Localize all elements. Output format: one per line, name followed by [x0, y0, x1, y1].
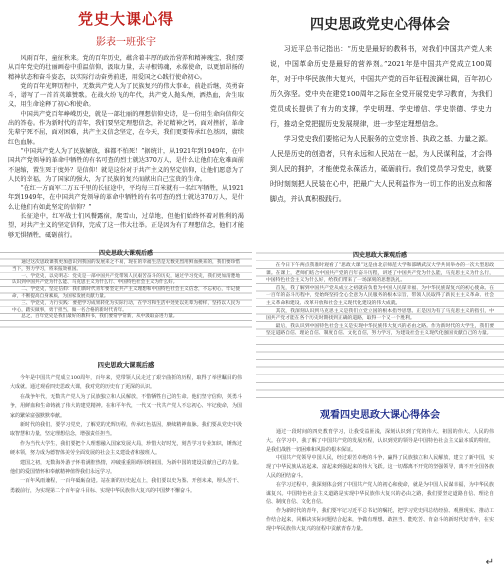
paragraph: “中国共产党人为了民族解放，谁都不怕死！”据统计，从1921年到1949年，在中国共产党领导的革命中牺牲的有名可查的烈士就达370万人，是什么让他们在危难面前不退缩，置生死于度外？是信仰！就是这份对于共产主义的坚定信仰，让他们愿意为了人民的幸福，为了国家的强大，为了民族的复兴而献出自己宝贵的生命。 [8, 147, 244, 183]
document-panel-watching-reflection [256, 404, 504, 574]
paragraph: 中国共产党领导中国人民，经过艰苦卓绝的斗争，赢得了民族独立和人民解放，建立了新中国，实现了中华民族从站起来、富起来到强起来的伟大飞跃。这一切都离不开党的坚强领导，离不开全国各族人民的团结奋斗。 [266, 455, 494, 479]
sheet-body [12, 260, 240, 321]
paragraph: 在战争年代，无数共产党人为了民族独立和人民解放，不惜牺牲自己的生命。他们坚守信仰，英勇斗争，用鲜血和生命铸就了伟大的建党精神。在和平年代，一代又一代共产党人不忘初心、牢记使命，为国家的繁荣富强默默奉献。 [10, 393, 242, 419]
paragraph: 党的百年光辉历程中，无数共产党人为了民族复兴的伟大事业，前赴后继，英勇奋斗，谱写了一首首英雄赞歌。在战火纷飞的年代，共产党人抛头颅，洒热血，舍生取义，用生命诠释了初心和使命。 [8, 82, 244, 109]
document-body [266, 428, 494, 534]
document-author: 影表一班张宇 [96, 37, 156, 48]
paragraph: 二、学党史，坚定信仰：我们新时代青年要坚定共产主义理想和中国特色社会主义信念，不忘初心，牢记使命，不断提高自身素质，为国家发展贡献力量。 [12, 287, 240, 299]
document-panel-four-histories-reflection [256, 0, 504, 238]
paragraph: 今年是中国共产党成立100周年，百年来，党带领人民走过了艰辛曲折的历程，取得了举世瞩目的伟大成就。通过观看四史思政大课，我对党的历史有了更深的认识。 [10, 375, 242, 391]
paragraph: 其次，我深刻认识到马克思主义是我们立党立国的根本指导思想。正是因为有了马克思主义的指引，中国共产党才能在各个历史时期找到正确的道路，取得一个又一个胜利。 [266, 308, 494, 322]
document-body [10, 374, 242, 496]
paragraph: 最后，我认识到中国特色社会主义是实现中华民族伟大复兴的必由之路。作为新时代的大学生，我们要坚定道路自信、理论自信、制度自信、文化自信，努力学习，为建设社会主义现代化强国贡献自己的力量。 [266, 323, 494, 337]
sheet-title: 四史思政大课观后感 [98, 250, 153, 257]
paragraph: 建国之初，无数海外游子怀着满腔热情，冲破重重阻碍回到祖国，为新中国的建设贡献自己的力量。他们的爱国情怀和奉献精神值得我们永远学习。 [10, 459, 242, 476]
paragraph: 首先，我了解到中国共产党从成立之初就肩负着为中国人民谋幸福、为中华民族谋复兴的初心使命。在一百年的奋斗历程中，党始终坚持全心全意为人民服务的根本宗旨，带领人民取得了新民主主义革命、社会主义革命和建设、改革开放和社会主义现代化建设的伟大成就。 [266, 285, 494, 306]
document-title: 观看四史思政大课心得体会 [320, 410, 440, 421]
paragraph: 三、学党史，力行实践：要把学习成果转化为实际行动，在学习和生活中处处以先辈为榜样，坚持以人民为中心，踏实做事，勇于担当，做一名合格的新时代青年。 [12, 300, 240, 313]
document-panel-party-history-notes [0, 0, 252, 238]
paragraph: 习近平总书记指出：“历史是最好的教科书，对我们中国共产党人来说，中国革命历史是最好的营养剂。”2021年是中国共产党成立100周年，对于中华民族伟大复兴，中国共产党的百年征程波澜壮阔，百年初心历久弥坚。党中央在建党100周年之际在全党开展党史学习教育，为我们党员成长提供了有力的支撑，学史明理、学史增信、学史崇德、学史力行，推动全党把握历史发展规律，进一步坚定理想信念。 [270, 45, 492, 128]
paragraph: 通过一段时间的四史教育学习，让我受益匪浅，深刻认识到了党的伟大、祖国的伟大、人民的伟大。在学习中，我了解了中国共产党的发展历程，认识到党的领导是中国特色社会主义最本质的特征，是我们战胜一切困难和风险的根本保证。 [266, 429, 494, 453]
handwritten-sheet-right [256, 246, 504, 398]
paragraph: 风雨百年，童征秋来。党的百年历史，蕴含着丰厚的政治营养和精神瑰宝，我们要从百年党史的壮丽画卷中重温信仰，汲取力量，去寻根铸魂，永葆使命，以更加昂扬的精神状态和奋斗姿态，以实际行动奋勇前进，用爱国之心践行使命初心。 [8, 55, 244, 81]
document-body [270, 42, 492, 207]
paragraph: 在今日下午两点我准时观看了“思政大课”这是由北京师范大学和邵晒武汉大学共同举办的一次大型思政课。在课上，老师们结合中国共产党的百年奋斗历程，讲述了中国共产党为什么能，马克思主义为什么行，中国特色社会主义为什么好，给我们带来了一场深刻的思想洗礼。 [266, 263, 494, 284]
sheet-title: 四史思政大课观后感 [352, 252, 407, 259]
paragraph: “在红一方面军二万五千里的长征途中，平均每三百米就有一名红军牺牲，从1921年到1949年，在中国共产党领导的革命中牺牲的有名可查的烈士就达370万人，是什么让他们有如此坚定的信仰？” [8, 185, 244, 211]
paragraph: 作为新时代的青年，我们要牢记习近平总书记的嘱托，把学习党史同总结经验、观照现实、推动工作结合起来，同解决实际问题结合起来，争做有理想、敢担当、能吃苦、肯奋斗的新时代好青年，在实现中华民族伟大复兴的征程中贡献青春力量。 [266, 508, 494, 532]
paragraph: 一百年风雨兼程，一百年砥砺奋进。站在新的历史起点上，我们要以史为鉴、开创未来，埋头苦干、勇毅前行，为实现第二个百年奋斗目标、实现中华民族伟大复兴的中国梦不懈奋斗。 [10, 478, 242, 494]
paragraph: 在学习过程中，我深刻体会到了中国共产党人的初心和使命，就是为中国人民谋幸福，为中华民族谋复兴。中国特色社会主义道路是实现中华民族伟大复兴的必由之路，我们要坚定道路自信、理论自信、制度自信、文化自信。 [266, 481, 494, 506]
paragraph: 中国共产党百年峥嵘历史，就是一部壮丽的理想信仰史诗，是一份用生命向信仰交出的答卷。作为新时代的青年，我们要坚定理想信念，补足精神之钙，面对挫折，革命先辈宁死不屈，面对困难，共产主义信念坚定，在今天，我们更要传承红色基因，赓续红色血脉。 [8, 110, 244, 146]
document-panel-viewing-reflection [0, 358, 252, 574]
document-body [8, 54, 244, 238]
return-arrow-icon: ↵ [485, 557, 494, 568]
paragraph: 一、学党史，以史明志：党史是一部中国共产党带领人民艰苦奋斗的历史，通过学习党史，我们更加清楚地认识到中国共产党为什么能、马克思主义为什么行、中国特色社会主义为什么好。 [12, 273, 240, 286]
paragraph: 新时代的我们，要学习党史，了解党的光辉历程，传承红色基因，赓续精神血脉。我们要从党史中汲取智慧和力量，坚定理想信念，增强责任担当。 [10, 422, 242, 438]
paragraph: 学习党史我们要铭记为人民服务的立党宗旨、执政之基、力量之源。人民是历史的创造者，只有永远和人民站在一起，为人民谋利益，才会得到人民的拥护，才能使党永葆活力，砥砺前行。我们党员学习党史，就要时时刻刻把人民装在心中，把最广大人民利益作为一切工作的出发点和落脚点，并认真积极践行。 [270, 135, 492, 203]
paragraph: 长征途中，红军战士们风餐露宿，爬雪山，过草地，但他们始终怀着对胜利的渴望，对共产主义的坚定信仰，完成了这一伟大壮举。正是因为有了理想信念，他们才能够无惧牺牲，砥砺前行。 [8, 213, 244, 238]
document-title: 四史思政党史心得体会 [310, 17, 450, 33]
handwritten-sheet-left [0, 246, 252, 330]
sheet-body [266, 262, 494, 338]
paragraph: 总之，百年党史是我们最好的教科书，我们要常学常新，从中汲取奋进力量。 [21, 314, 178, 320]
document-title: 四史思政大课观后感 [97, 362, 155, 369]
document-title: 党史大课心得 [77, 10, 174, 28]
paragraph: 通过这次思政课我更加意识到我国的发展来之不易，现在的幸福生活是无数先烈用鲜血换来的，我们要珍惜当下，努力学习，将来报效祖国。 [12, 260, 240, 272]
paragraph: 作为当代大学生，我们要把个人理想融入国家发展大局，珍惜大好时光，刻苦学习专业知识，锤炼过硬本领，努力成为德智体美劳全面发展的社会主义建设者和接班人。 [10, 440, 242, 457]
